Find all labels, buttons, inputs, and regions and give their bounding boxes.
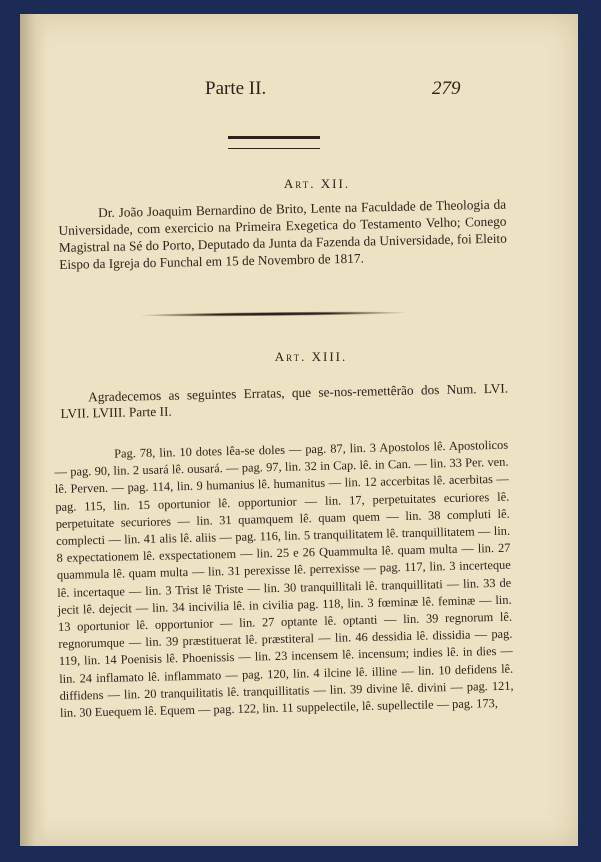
section-divider-rule — [140, 311, 406, 318]
page-gutter-shadow — [20, 14, 46, 846]
article-13-intro: Agradecemos as seguintes Erratas, que se-nos-remettêrão dos Num. LVI. LVII. LVIII. Parte II. — [60, 380, 509, 421]
article-13-heading: Art. XIII. — [274, 349, 348, 364]
book-page — [20, 14, 578, 846]
page-header — [20, 78, 578, 108]
article-12-text: Dr. João Joaquim Bernardino de Brito, Lente na Faculdade de Theologia da Universidade, com exercicio na Primeira Exegetica do Testamento Velho; Conego Magistral na Sé do Porto, Deputado da Junta da Fazenda da Universidade, foi Eleito Eispo da Igreja do Funchal em 15 de Novembro de 1817. — [58, 196, 507, 272]
running-head: Parte II. — [205, 78, 267, 99]
article-12-heading: Art. XII. — [283, 176, 351, 191]
page-number: 279 — [432, 78, 461, 99]
header-double-rule — [228, 136, 320, 149]
errata-list: Pag. 78, lin. 10 dotes lêa-se doles — pag. 87, lin. 3 Apostolos lê. Apostolicos — pag. 90, lin. 2 usará lê. ousará. — pag. 97, lin. 32 in Cap. lê. in Can. — lin. 33 Per. ven. lê. Perven. — pag. 114, lin. 9 humanius lê. humanitus — lin. 12 accerbitas lê. acerbitas — pag. 115, lin. 15 oportunior lê. opportunior — lin. 17, perpetuitates ecuriores lê. perpetuitate securiores — lin. 31 quamquem lê. quam quem — lin. 38 compluti lê. complecti — lin. 41 alis lê. aliis — pag. 116, lin. 5 tranquilitatem lê. tranquillitatem — lin. 8 expectationem lê. exspectationem — lin. 25 e 26 Quammulta lê. quam multa — lin. 27 quammula lê. quam multa — lin. 31 perexisse lê. perrexisse — pag. 117, lin. 3 incerteque lê. incertaque — lin. 3 Trist lê Triste — lin. 30 tranquillitali lê. tranquillitati — lin. 33 de jecit lê. dejecit — lin. 34 incivilia lê. in civilia pag. 118, lin. 3 fœminæ lê. feminæ — lin. 13 oportunior lê. opportunior — lin. 27 optante lê. optanti — lin. 39 regnorum lê. regnorumque — lin. 39 præstituerat lê. præstiteral — lin. 46 dessidia lê. dissidia — pag. 119, lin. 14 Poenisis lê. Phoenissis — lin. 23 incensem lê. incensum; indies lê. in dies — lin. 24 inflamato lê. inflammato — pag. 120, lin. 4 ilcine lê. illine — lin. 10 defidens lê. diffidens — lin. 20 tranquilitatis lê. tranquillitatis — lin. 39 divine lê. divini — pag. 121, lin. 30 Euequem lê. Equem — pag. 122, lin. 11 suppelectile, lê. supellectile — pag. 173, — [54, 437, 514, 720]
